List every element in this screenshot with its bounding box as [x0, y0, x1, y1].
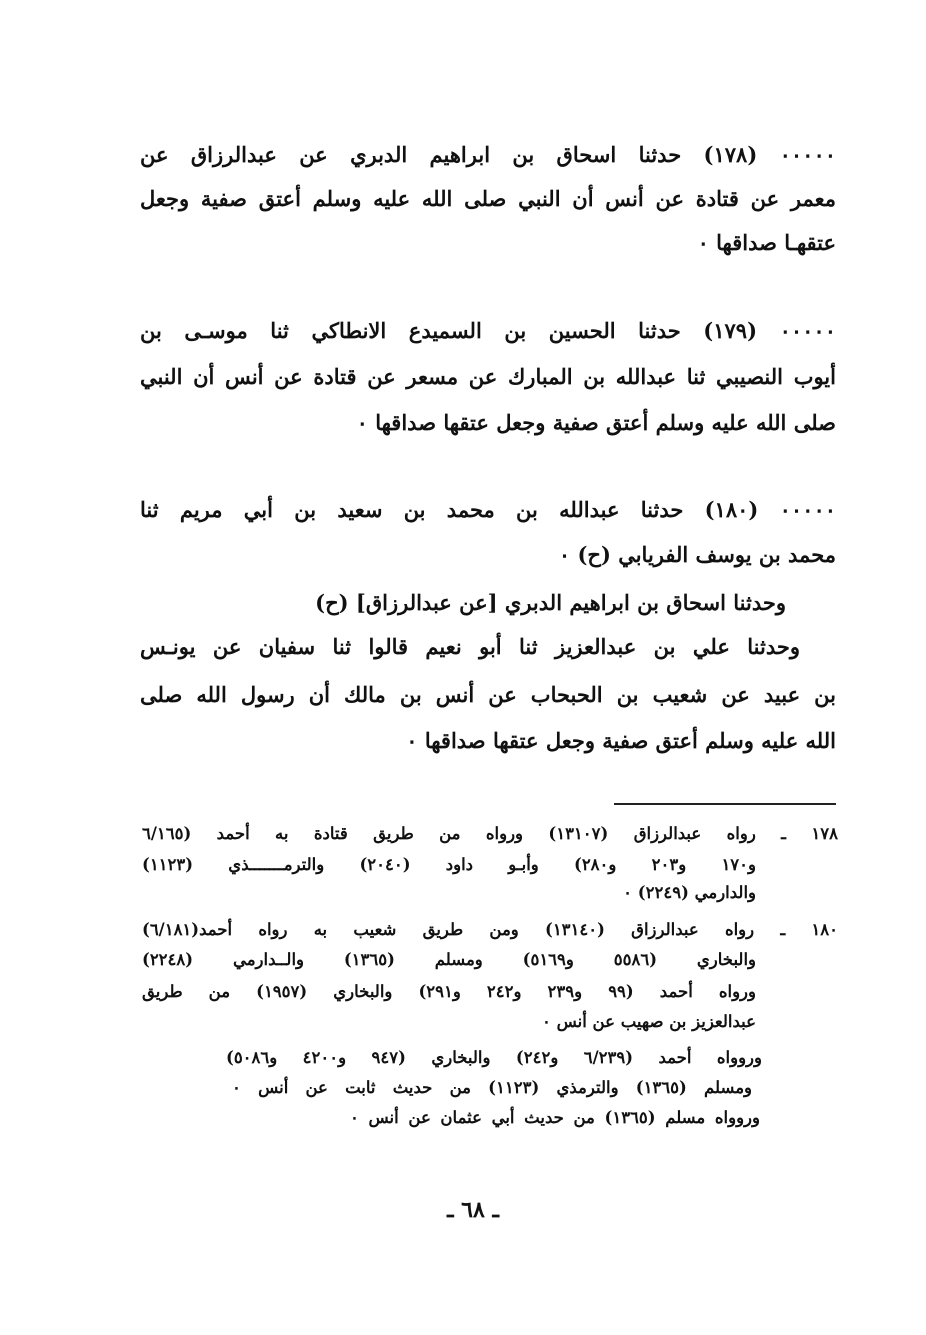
hadith-180-line-2: محمد بن يوسف الفريابي (ح) ٠: [558, 542, 836, 567]
footnote-line-9: ومسلم (١٣٦٥) والترمذي (١١٢٣) من حديث ثابت عن أنس ٠: [232, 1078, 752, 1097]
footnote-line-10: وروواه مسلم (١٣٦٥) من حديث أبي عثمان عن أنس ٠: [350, 1108, 760, 1127]
hadith-180-line-5: بن عبيد عن شعيب بن الحبحاب عن أنس بن مالك أن رسول الله صلى: [140, 682, 836, 707]
footnote-line-5: والبخاري (٥٥٨٦ و٥١٦٩) ومسلم (١٣٦٥) والــدارمي (٢٢٤٨): [142, 950, 756, 969]
footnote-line-8: وروواه أحمد (٦/٢٣٩ و٢٤٢) والبخاري (٩٤٧ و٤٢٠٠ و٥٠٨٦): [226, 1048, 762, 1067]
footnote-line-7: عبدالعزيز بن صهيب عن أنس ٠: [541, 1012, 756, 1031]
footnote-line-6: ورواه أحمد (٩٩ و٢٣٩ و٢٤٢ و٢٩١) والبخاري (١٩٥٧) من طريق: [142, 982, 756, 1001]
footnote-line-2: و١٧٠ و٢٠٣ و٢٨٠) وأبـو داود (٢٠٤٠) والترمـــــــذي (١١٢٣): [142, 855, 756, 874]
footnote-separator: [614, 803, 836, 805]
hadith-180-line-4: وحدثنا علي بن عبدالعزيز ثنا أبو نعيم قالوا ثنا سفيان عن يونـس: [140, 634, 800, 659]
hadith-178-line-1: ٠٠٠٠٠ (١٧٨) حدثنا اسحاق بن ابراهيم الدبري عن عبدالرزاق عن: [140, 142, 836, 167]
footnote-line-3: والدارمي (٢٢٤٩) ٠: [623, 883, 756, 902]
hadith-179-line-3: صلى الله عليه وسلم أعتق صفية وجعل عتقها صداقها ٠: [356, 410, 836, 435]
hadith-179-line-1: ٠٠٠٠٠ (١٧٩) حدثنا الحسين بن السميدع الانطاكي ثنا موسـى بن: [140, 318, 836, 343]
footnote-line-1: ١٧٨ ـ رواه عبدالرزاق (١٣١٠٧) ورواه من طريق قتادة به أحمد (٦/١٦٥: [142, 824, 838, 843]
hadith-180-line-6: الله عليه وسلم أعتق صفية وجعل عتقها صداقها ٠: [406, 728, 836, 753]
page-number: ـ ٦٨ ـ: [447, 1197, 499, 1223]
hadith-178-line-2: معمر عن قتادة عن أنس أن النبي صلى الله عليه وسلم أعتق صفية وجعل: [140, 186, 836, 211]
hadith-179-line-2: أيوب النصيبي ثنا عبدالله بن المبارك عن مسعر عن قتادة عن أنس أن النبي: [140, 364, 836, 389]
hadith-180-line-3: وحدثنا اسحاق بن ابراهيم الدبري [عن عبدالرزاق] (ح): [315, 590, 786, 615]
hadith-180-line-1: ٠٠٠٠٠ (١٨٠) حدثنا عبدالله بن محمد بن سعيد بن أبي مريم ثنا: [140, 497, 836, 522]
hadith-178-line-3: عتقهـا صداقها ٠: [697, 230, 836, 255]
footnote-line-4: ١٨٠ ـ رواه عبدالرزاق (١٣١٤٠) ومن طريق شعيب به رواه أحمد(٦/١٨١): [142, 920, 838, 939]
